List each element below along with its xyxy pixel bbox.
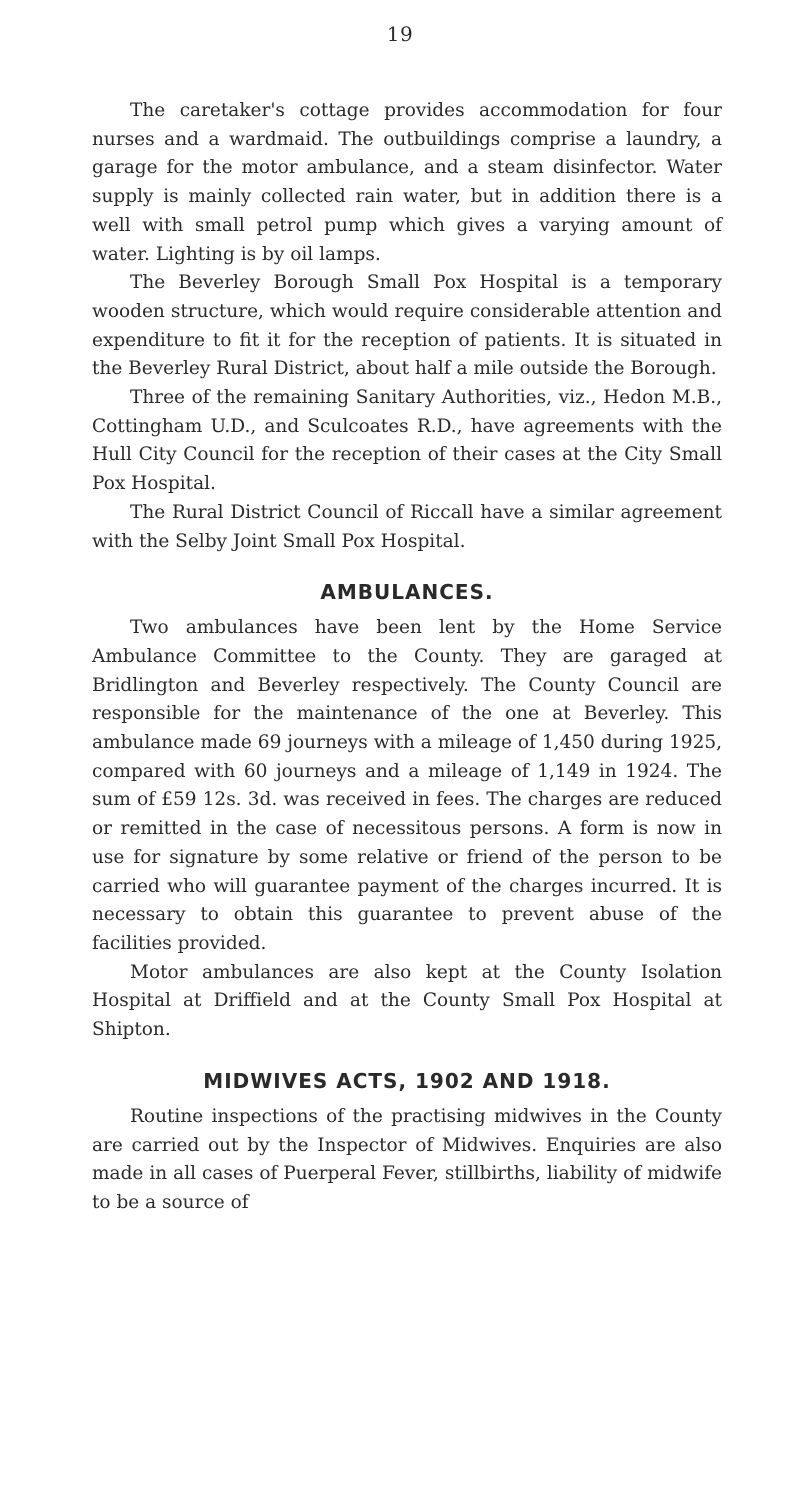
section-ambulances — [92, 580, 722, 1045]
section-midwives-acts — [92, 1069, 722, 1218]
paragraph-sanitary-authorities: Three of the remaining Sanitary Authorities, viz., Hedon M.B., Cottingham U.D., and Sculcoates R.D., have agreements with the Hull City Council for the reception of their cases at the City Small Pox Hospital. — [92, 387, 722, 495]
heading-ambulances: AMBULANCES. — [320, 580, 494, 605]
heading-midwives-acts: MIDWIVES ACTS, 1902 AND 1918. — [203, 1068, 611, 1093]
paragraph-motor-ambulances: Motor ambulances are also kept at the County Isolation Hospital at Driffield and at the County Small Pox Hospital at Shipton. — [92, 961, 722, 1041]
section-isolation-hospitals — [92, 97, 722, 556]
paragraph-riccall-agreement: The Rural District Council of Riccall have a similar agreement with the Selby Joint Small Pox Hospital. — [92, 501, 722, 552]
page-number: 19 — [386, 22, 414, 46]
paragraph-beverley-small-pox-hospital: The Beverley Borough Small Pox Hospital is a temporary wooden structure, which would require considerable attention and expenditure to fit it for the reception of patients. It is situated in the Beverley Rural District, about half a mile outside the Borough. — [92, 272, 722, 380]
paragraph-routine-inspections: Routine inspections of the practising midwives in the County are carried out by the Inspector of Midwives. Enquiries are also made in all cases of Puerperal Fever, stillbirths, liability of midwife to be a source of — [92, 1105, 722, 1213]
page-body — [92, 97, 722, 1218]
paragraph-ambulances-lent: Two ambulances have been lent by the Home Service Ambulance Committee to the County. They are garaged at Bridlington and Beverley respectively. The County Council are responsible for the maintenance of the one at Beverley. This ambulance made 69 journeys with a mileage of 1,450 during 1925, compared with 60 journeys and a mileage of 1,149 in 1924. The sum of £59 12s. 3d. was received in fees. The charges are reduced or remitted in the case of necessitous persons. A form is now in use for signature by some relative or friend of the person to be carried who will guarantee payment of the charges incurred. It is necessary to obtain this guarantee to prevent abuse of the facilities provided. — [92, 617, 722, 954]
paragraph-caretakers-cottage: The caretaker's cottage provides accommodation for four nurses and a wardmaid. The outbuildings comprise a laundry, a garage for the motor ambulance, and a steam disinfector. Water supply is mainly collected rain water, but in addition there is a well with small petrol pump which gives a varying amount of water. Lighting is by oil lamps. — [92, 100, 722, 265]
